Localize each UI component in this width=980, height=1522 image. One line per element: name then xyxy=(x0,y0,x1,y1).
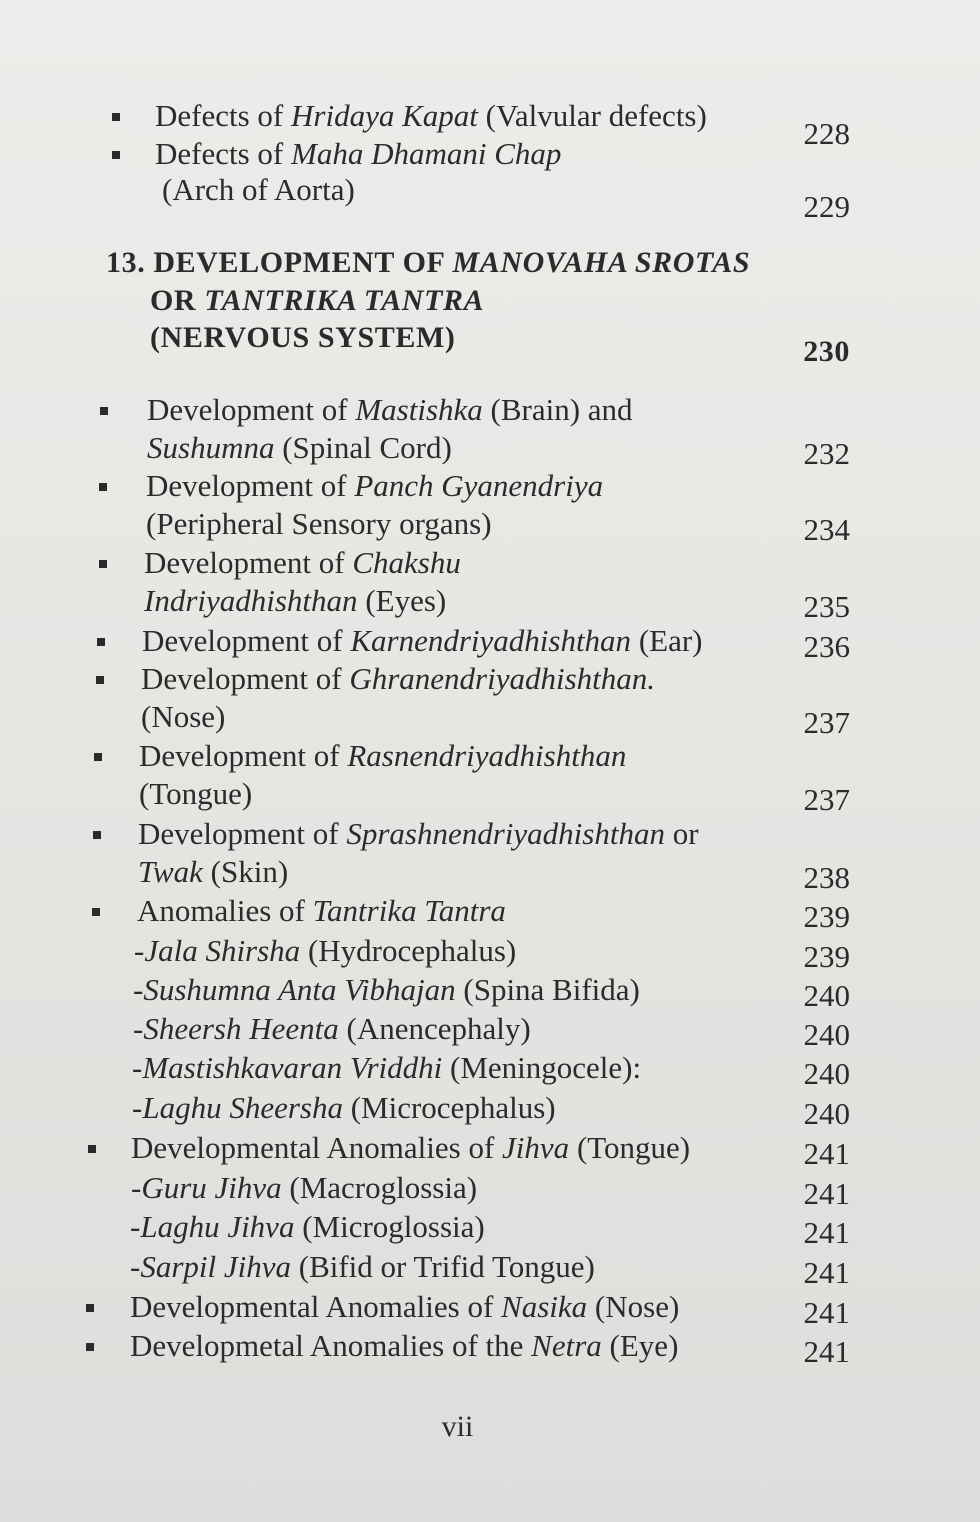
page-number: 229 xyxy=(803,189,850,224)
page-number: 241 xyxy=(803,1136,850,1171)
page-number: 230 xyxy=(803,335,850,368)
entry-title: -Sushumna Anta Vibhajan (Spina Bifida) xyxy=(133,972,640,1007)
bullet-icon xyxy=(92,908,100,916)
page-number: 241 xyxy=(803,1255,850,1290)
page-number: 232 xyxy=(803,436,850,471)
page-number: 241 xyxy=(803,1215,850,1250)
entry-title: (Peripheral Sensory organs) xyxy=(146,506,492,541)
entry-title: Development of Ghranendriyadhishthan. xyxy=(141,661,656,696)
bullet-icon xyxy=(112,151,120,159)
entry-title: (Tongue) xyxy=(139,776,253,811)
bullet-icon xyxy=(96,676,104,684)
bullet-icon xyxy=(99,483,107,491)
page-number: 238 xyxy=(803,860,850,895)
entry-title: Development of Rasnendriyadhishthan xyxy=(139,738,627,773)
entry-title: -Guru Jihva (Macroglossia) xyxy=(131,1170,478,1205)
entry-title: -Laghu Jihva (Microglossia) xyxy=(130,1209,485,1244)
page-number: 228 xyxy=(803,116,850,151)
entry-title: Defects of Hridaya Kapat (Valvular defects) xyxy=(155,98,707,133)
page-number: 241 xyxy=(803,1334,850,1369)
entry-title: -Sarpil Jihva (Bifid or Trifid Tongue) xyxy=(130,1249,595,1284)
entry-title: Developmental Anomalies of Jihva (Tongue) xyxy=(131,1130,691,1165)
entry-title: Indriyadhishthan (Eyes) xyxy=(144,583,447,618)
entry-title: -Mastishkavaran Vriddhi (Meningocele): xyxy=(132,1050,642,1085)
page-number: 235 xyxy=(803,589,850,624)
page-number: 240 xyxy=(803,1056,850,1091)
page-number: 240 xyxy=(803,1096,850,1131)
page-number: 237 xyxy=(803,705,850,740)
bullet-icon xyxy=(99,560,107,568)
entry-title: Developmental Anomalies of Nasika (Nose) xyxy=(130,1289,680,1324)
entry-title: Defects of Maha Dhamani Chap xyxy=(155,136,562,171)
page-number: 237 xyxy=(803,782,850,817)
entry-title: Development of Panch Gyanendriya xyxy=(146,468,604,503)
page-number: 236 xyxy=(803,629,850,664)
entry-title: Sushumna (Spinal Cord) xyxy=(147,430,452,465)
bullet-icon xyxy=(86,1343,94,1351)
bullet-icon xyxy=(112,113,120,121)
page-number: 241 xyxy=(803,1176,850,1211)
bullet-icon xyxy=(94,753,102,761)
entry-title: Development of Mastishka (Brain) and xyxy=(147,392,633,427)
page-folio: vii xyxy=(441,1410,474,1443)
page-number: 239 xyxy=(803,939,850,974)
page-number: 241 xyxy=(803,1295,850,1330)
entry-title: Anomalies of Tantrika Tantra xyxy=(137,893,506,928)
bullet-icon xyxy=(97,638,105,646)
entry-title: -Laghu Sheersha (Microcephalus) xyxy=(132,1090,556,1125)
entry-title: Twak (Skin) xyxy=(138,854,289,889)
bullet-icon xyxy=(88,1145,96,1153)
entry-title: Developmetal Anomalies of the Netra (Eye) xyxy=(130,1328,679,1363)
bullet-icon xyxy=(100,407,108,415)
page-number: 240 xyxy=(803,978,850,1013)
book-page: Defects of Hridaya Kapat (Valvular defects) 228 Defects of Maha Dhamani Chap (Arch of Aorta) 229 13. DEVELOPMENT OF MANOVAHA SROTAS OR TANTRIKA TANTRA (NERVOUS SYSTEM) 230 Development of Mastishka (Brain) and Sushumna (Spinal Cord) 232 Development of Panch Gyanendriya (Peripheral Sensory organs) 234 Development of Chakshu Indriyadhishthan (Eyes) 235 Development of Karnendriyadhishthan (Ear) 236 Development of Ghranendriyadhishthan. (Nose) 237 Development of Rasnendriyadhishthan (Tongue) 237 Development of Sprashnendriyadhishthan or Twak (Skin) 238 Anomalies of Tantrika Tantra 239 -Jala Shirsha (Hydrocephalus) 239 -Sushumna Anta Vibhajan (Spina Bifida) 240 -Sheersh Heenta (Anencephaly) 240 -Mastishkavaran Vriddhi (Meningocele): 240 -Laghu Sheersha (Microcephalus) 240 Developmental Anomalies of Jihva (Tongue) 241 -Guru Jihva (Macroglossia) 241 -Laghu Jihva (Microglossia) 241 -Sarpil Jihva (Bifid or Trifid Tongue) 241 Developmental Anomalies of Nasika (Nose) 241 Developmetal Anomalies of the Netra (Eye) 241 vii xyxy=(0,0,980,1522)
page-number: 240 xyxy=(803,1017,850,1052)
entry-title: Development of Sprashnendriyadhishthan or xyxy=(138,816,699,851)
bullet-icon xyxy=(93,831,101,839)
page-number: 234 xyxy=(803,512,850,547)
bullet-icon xyxy=(86,1304,94,1312)
entry-title: Development of Karnendriyadhishthan (Ear) xyxy=(142,623,703,658)
entry-title: Development of Chakshu xyxy=(144,545,461,580)
entry-title: (Nose) xyxy=(141,699,226,734)
page-number: 239 xyxy=(803,899,850,934)
entry-title: -Sheersh Heenta (Anencephaly) xyxy=(133,1011,531,1046)
entry-title: -Jala Shirsha (Hydrocephalus) xyxy=(134,933,517,968)
